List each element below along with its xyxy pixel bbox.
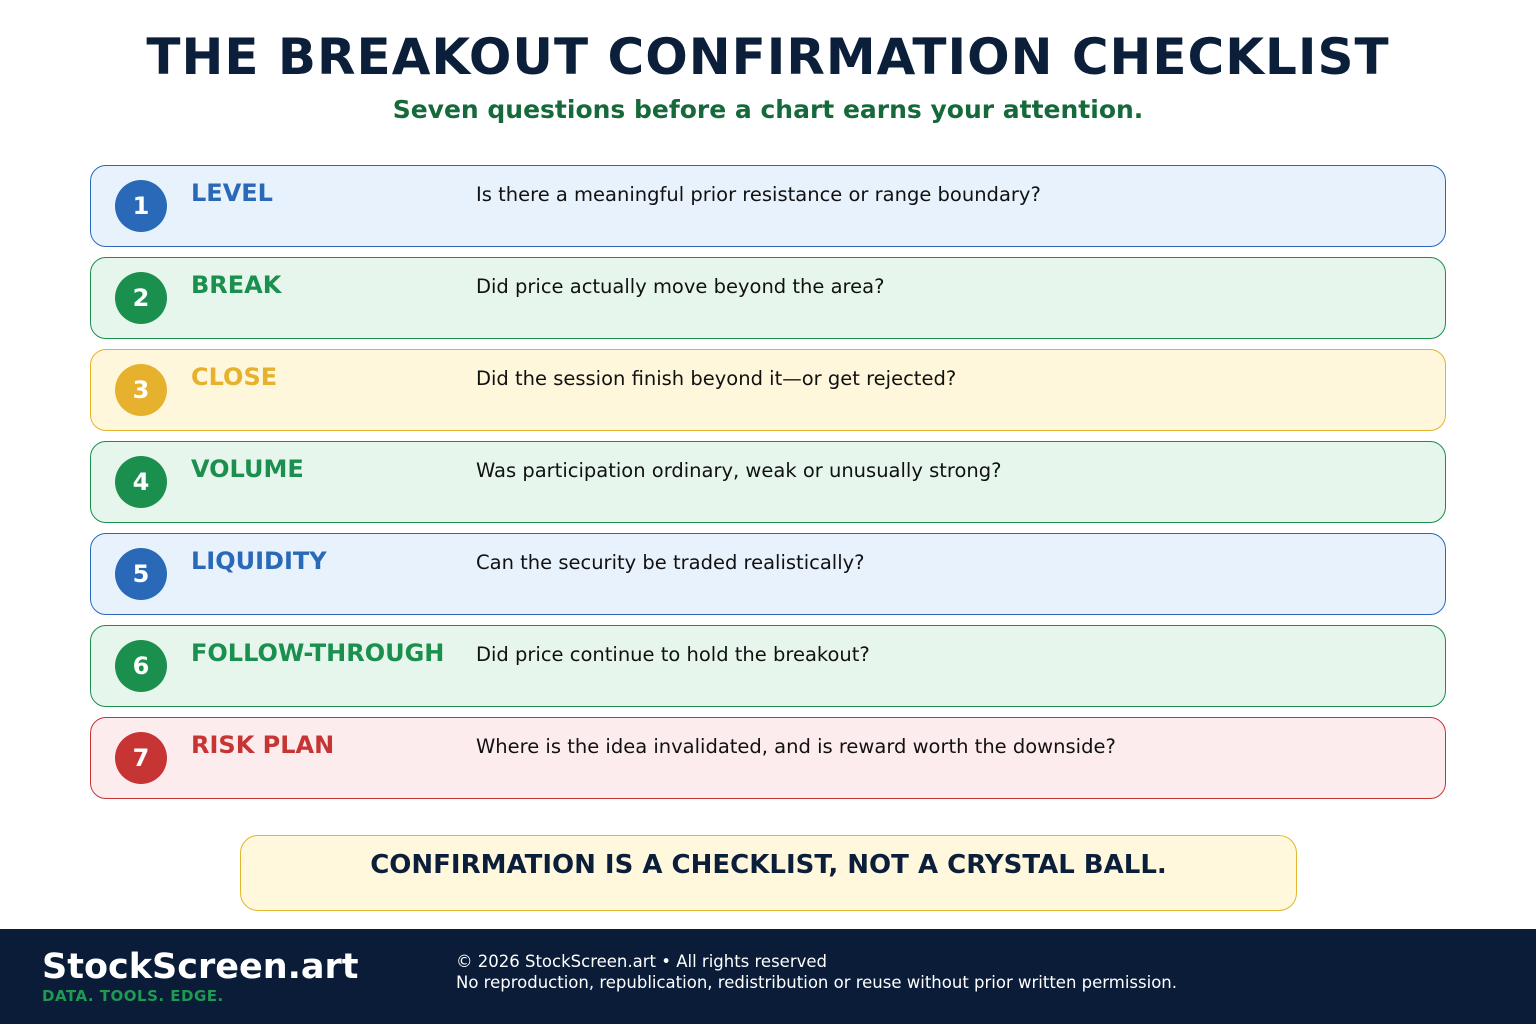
step-label: FOLLOW-THROUGH	[191, 639, 445, 667]
step-label: LEVEL	[191, 179, 273, 207]
checklist-item	[90, 717, 1446, 799]
callout-text: CONFIRMATION IS A CHECKLIST, NOT A CRYSTAL BALL.	[370, 850, 1167, 880]
checklist-item	[90, 349, 1446, 431]
checklist-item	[90, 165, 1446, 247]
checklist-item	[90, 625, 1446, 707]
step-label: LIQUIDITY	[191, 547, 327, 575]
copyright-text: © 2026 StockScreen.art • All rights reserved	[456, 952, 828, 971]
step-number-badge: 7	[115, 732, 167, 784]
step-number-badge: 5	[115, 548, 167, 600]
checklist-item	[90, 441, 1446, 523]
step-question: Was participation ordinary, weak or unusually strong?	[476, 459, 1002, 482]
step-number-badge: 2	[115, 272, 167, 324]
brand-name: StockScreen.art	[42, 947, 359, 987]
step-question: Did the session finish beyond it—or get rejected?	[476, 367, 957, 390]
step-label: RISK PLAN	[191, 731, 335, 759]
step-number-badge: 1	[115, 180, 167, 232]
brand-tagline: DATA. TOOLS. EDGE.	[42, 987, 224, 1005]
step-label: CLOSE	[191, 363, 278, 391]
step-number-badge: 4	[115, 456, 167, 508]
step-number-badge: 6	[115, 640, 167, 692]
step-question: Did price actually move beyond the area?	[476, 275, 885, 298]
page-title: THE BREAKOUT CONFIRMATION CHECKLIST	[146, 28, 1390, 86]
step-question: Is there a meaningful prior resistance or range boundary?	[476, 183, 1041, 206]
footer	[0, 929, 1536, 1024]
callout-box	[240, 835, 1297, 911]
step-label: BREAK	[191, 271, 282, 299]
step-label: VOLUME	[191, 455, 304, 483]
permission-notice: No reproduction, republication, redistribution or reuse without prior written permission.	[456, 973, 1178, 992]
checklist	[90, 165, 1446, 809]
step-number-badge: 3	[115, 364, 167, 416]
checklist-item	[90, 257, 1446, 339]
step-question: Where is the idea invalidated, and is reward worth the downside?	[476, 735, 1116, 758]
page-subtitle: Seven questions before a chart earns your attention.	[392, 95, 1144, 124]
step-question: Did price continue to hold the breakout?	[476, 643, 870, 666]
step-question: Can the security be traded realistically?	[476, 551, 865, 574]
checklist-item	[90, 533, 1446, 615]
